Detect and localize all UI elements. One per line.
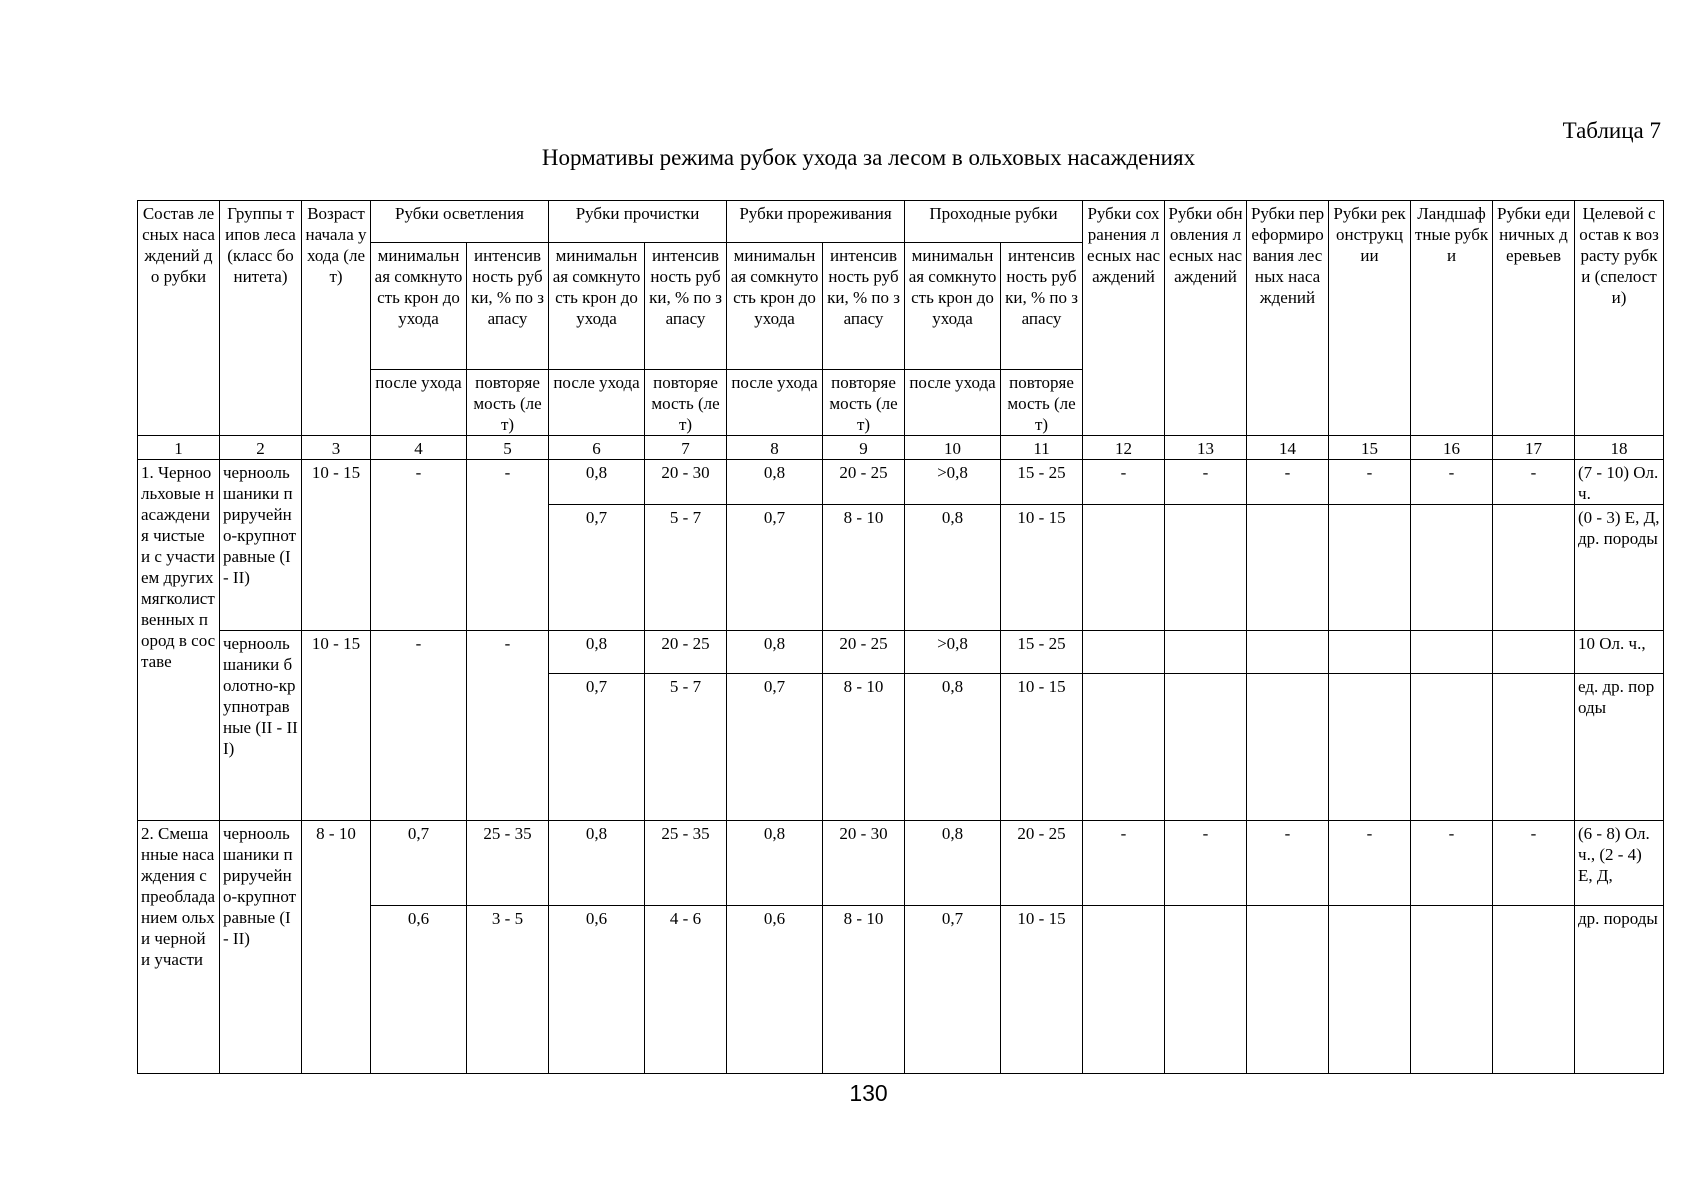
- table-cell: 20 - 25: [823, 631, 905, 674]
- table-cell: 15 - 25: [1001, 631, 1083, 674]
- target-cell: (0 - 3) Е, Д, др. породы: [1575, 505, 1664, 631]
- header-age: Возраст начала ухода (лет): [302, 201, 371, 436]
- table-cell: 4 - 6: [645, 906, 727, 1074]
- table-cell: 8 - 10: [823, 906, 905, 1074]
- table-cell: 20 - 30: [823, 821, 905, 906]
- header-rekonstruktsii: Рубки реконструкции: [1329, 201, 1411, 436]
- table-number: Таблица 7: [1562, 118, 1661, 143]
- header-repeat: повторяемость (лет): [467, 370, 549, 436]
- header-min-density: минимальная сомкнутость крон до ухода: [727, 243, 823, 370]
- table-cell: [1493, 906, 1575, 1074]
- table-cell: [1247, 631, 1329, 674]
- col-number: 7: [645, 436, 727, 460]
- table-cell: [1411, 631, 1493, 674]
- table-cell: 5 - 7: [645, 674, 727, 821]
- table-cell: 10 - 15: [1001, 674, 1083, 821]
- table-cell: 10 - 15: [1001, 906, 1083, 1074]
- col-number: 12: [1083, 436, 1165, 460]
- table-cell: 10 - 15: [1001, 505, 1083, 631]
- table-cell: -: [1411, 821, 1493, 906]
- col-number: 5: [467, 436, 549, 460]
- target-cell: 10 Ол. ч.,: [1575, 631, 1664, 674]
- table-cell: -: [467, 460, 549, 631]
- table-cell: -: [1083, 821, 1165, 906]
- header-group-prokhodnye: Проходные рубки: [905, 201, 1083, 243]
- col-number: 6: [549, 436, 645, 460]
- age-cell: 10 - 15: [302, 631, 371, 821]
- table-cell: >0,8: [905, 631, 1001, 674]
- table-row: [138, 821, 1664, 906]
- col-number: 2: [220, 436, 302, 460]
- table-cell: [1083, 631, 1165, 674]
- header-obnovleniya: Рубки обновления лесных насаждений: [1165, 201, 1247, 436]
- table-cell: [1083, 505, 1165, 631]
- col-number: 9: [823, 436, 905, 460]
- table-cell: [1329, 505, 1411, 631]
- header-min-density: минимальная сомкнутость крон до ухода: [905, 243, 1001, 370]
- header-after-care: после ухода: [727, 370, 823, 436]
- norms-table-wrapper: [137, 200, 1661, 1074]
- table-cell: 3 - 5: [467, 906, 549, 1074]
- header-sokhraneniya: Рубки сохранения лесных насаждений: [1083, 201, 1165, 436]
- table-cell: 0,8: [549, 631, 645, 674]
- age-cell: 8 - 10: [302, 821, 371, 1074]
- table-cell: [1247, 674, 1329, 821]
- table-cell: 0,6: [549, 906, 645, 1074]
- col-number: 4: [371, 436, 467, 460]
- header-repeat: повторяемость (лет): [823, 370, 905, 436]
- table-cell: 20 - 30: [645, 460, 727, 505]
- target-cell: ед. др. породы: [1575, 674, 1664, 821]
- header-group-osvetleniya: Рубки осветления: [371, 201, 549, 243]
- table-cell: [1411, 906, 1493, 1074]
- target-cell: (6 - 8) Ол. ч., (2 - 4) Е, Д,: [1575, 821, 1664, 906]
- table-cell: 0,8: [727, 460, 823, 505]
- norms-table: [137, 200, 1664, 1074]
- col-number: 18: [1575, 436, 1664, 460]
- table-cell: -: [1247, 460, 1329, 505]
- table-cell: 0,8: [549, 821, 645, 906]
- table-cell: 20 - 25: [823, 460, 905, 505]
- header-repeat: повторяемость (лет): [1001, 370, 1083, 436]
- header-intensity: интенсивность рубки, % по запасу: [467, 243, 549, 370]
- table-cell: 0,7: [371, 821, 467, 906]
- header-landshaftnye: Ландшафтные рубки: [1411, 201, 1493, 436]
- table-cell: 5 - 7: [645, 505, 727, 631]
- table-cell: >0,8: [905, 460, 1001, 505]
- table-cell: 0,8: [727, 631, 823, 674]
- header-intensity: интенсивность рубки, % по запасу: [645, 243, 727, 370]
- table-cell: -: [1493, 460, 1575, 505]
- table-cell: 25 - 35: [467, 821, 549, 906]
- table-cell: 15 - 25: [1001, 460, 1083, 505]
- header-group-prochistki: Рубки прочистки: [549, 201, 727, 243]
- target-cell: (7 - 10) Ол. ч.: [1575, 460, 1664, 505]
- table-cell: [1247, 505, 1329, 631]
- table-cell: 0,6: [727, 906, 823, 1074]
- age-cell: 10 - 15: [302, 460, 371, 631]
- col-number: 16: [1411, 436, 1493, 460]
- forest-type-cell: черноольшаники приручейно-крупнотравные (I - II): [220, 821, 302, 1074]
- col-number: 15: [1329, 436, 1411, 460]
- composition-cell: 1. Черноольховые насаждения чистые и с участием других мягколиственных пород в составе: [138, 460, 220, 821]
- table-cell: 0,7: [727, 674, 823, 821]
- table-cell: -: [1165, 460, 1247, 505]
- header-forest-type: Группы типов леса (класс бонитета): [220, 201, 302, 436]
- table-cell: -: [1329, 460, 1411, 505]
- header-intensity: интенсивность рубки, % по запасу: [823, 243, 905, 370]
- table-cell: 0,8: [905, 505, 1001, 631]
- table-cell: 20 - 25: [645, 631, 727, 674]
- table-cell: 8 - 10: [823, 505, 905, 631]
- table-cell: -: [1083, 460, 1165, 505]
- header-edinichnykh: Рубки единичных деревьев: [1493, 201, 1575, 436]
- table-cell: [1493, 505, 1575, 631]
- col-number: 10: [905, 436, 1001, 460]
- page-number: 130: [849, 1080, 888, 1106]
- table-title: Нормативы режима рубок ухода за лесом в ольховых насаждениях: [541, 145, 1196, 170]
- col-number: 3: [302, 436, 371, 460]
- col-number: 13: [1165, 436, 1247, 460]
- header-after-care: после ухода: [549, 370, 645, 436]
- header-row-1: [138, 201, 1664, 243]
- table-cell: -: [1411, 460, 1493, 505]
- table-cell: [1329, 906, 1411, 1074]
- col-number: 8: [727, 436, 823, 460]
- table-cell: [1411, 505, 1493, 631]
- header-composition: Состав лесных насаждений до рубки: [138, 201, 220, 436]
- table-cell: [1329, 674, 1411, 821]
- table-cell: [1329, 631, 1411, 674]
- header-group-prorezhivaniya: Рубки прореживания: [727, 201, 905, 243]
- col-number: 1: [138, 436, 220, 460]
- forest-type-cell: черноольшаники болотно-крупнотравные (II - III): [220, 631, 302, 821]
- header-pereformirovaniya: Рубки переформирования лесных насаждений: [1247, 201, 1329, 436]
- table-cell: 0,8: [549, 460, 645, 505]
- table-cell: 0,6: [371, 906, 467, 1074]
- header-repeat: повторяемость (лет): [645, 370, 727, 436]
- col-number: 17: [1493, 436, 1575, 460]
- table-cell: 0,8: [905, 674, 1001, 821]
- header-target-composition: Целевой состав к возрасту рубки (спелости): [1575, 201, 1664, 436]
- header-min-density: минимальная сомкнутость крон до ухода: [549, 243, 645, 370]
- col-number: 14: [1247, 436, 1329, 460]
- table-cell: [1165, 674, 1247, 821]
- table-cell: -: [1493, 821, 1575, 906]
- table-cell: [1165, 505, 1247, 631]
- table-cell: 0,7: [549, 505, 645, 631]
- table-cell: 20 - 25: [1001, 821, 1083, 906]
- header-after-care: после ухода: [371, 370, 467, 436]
- table-cell: -: [1165, 821, 1247, 906]
- table-cell: -: [371, 460, 467, 631]
- table-cell: [1411, 674, 1493, 821]
- table-cell: 25 - 35: [645, 821, 727, 906]
- table-cell: 0,7: [905, 906, 1001, 1074]
- col-number: 11: [1001, 436, 1083, 460]
- forest-type-cell: черноольшаники приручейно-крупнотравные (I - II): [220, 460, 302, 631]
- table-cell: [1083, 674, 1165, 821]
- table-cell: [1083, 906, 1165, 1074]
- header-intensity: интенсивность рубки, % по запасу: [1001, 243, 1083, 370]
- composition-cell: 2. Смешанные насаждения с преобладанием ольхи черной и участи: [138, 821, 220, 1074]
- table-cell: 0,7: [549, 674, 645, 821]
- table-cell: [1493, 631, 1575, 674]
- table-cell: 0,7: [727, 505, 823, 631]
- target-cell: др. породы: [1575, 906, 1664, 1074]
- table-cell: -: [467, 631, 549, 821]
- table-cell: -: [1247, 821, 1329, 906]
- table-row: [138, 460, 1664, 505]
- table-cell: [1247, 906, 1329, 1074]
- table-cell: [1165, 906, 1247, 1074]
- table-cell: -: [1329, 821, 1411, 906]
- header-after-care: после ухода: [905, 370, 1001, 436]
- table-cell: [1493, 674, 1575, 821]
- table-cell: 0,8: [905, 821, 1001, 906]
- column-number-row: [138, 436, 1664, 460]
- table-cell: [1165, 631, 1247, 674]
- table-cell: 8 - 10: [823, 674, 905, 821]
- table-row: [138, 631, 1664, 674]
- table-cell: -: [371, 631, 467, 821]
- header-min-density: минимальная сомкнутость крон до ухода: [371, 243, 467, 370]
- table-cell: 0,8: [727, 821, 823, 906]
